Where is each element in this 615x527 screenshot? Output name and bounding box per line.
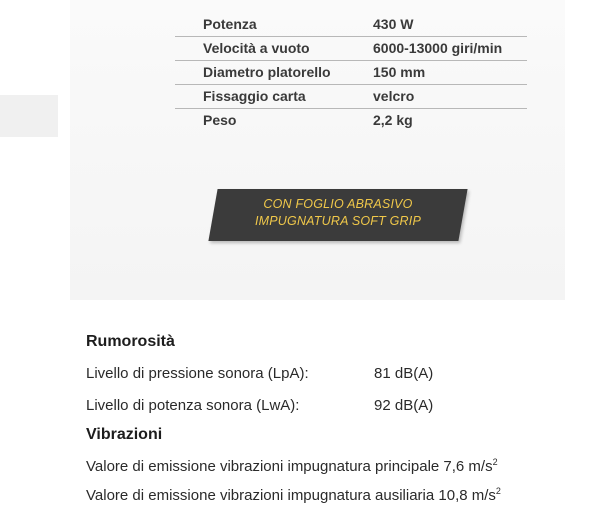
noise-value: 92 dB(A) xyxy=(374,397,434,414)
banner-line: IMPUGNATURA SOFT GRIP xyxy=(254,214,421,228)
noise-label: Livello di pressione sonora (LpA): xyxy=(86,365,309,382)
spec-row xyxy=(175,36,527,60)
noise-heading: Rumorosità xyxy=(86,333,175,350)
vibration-row xyxy=(86,486,501,504)
spec-value: 2,2 kg xyxy=(373,112,413,129)
vibration-row xyxy=(86,457,498,475)
spec-table xyxy=(175,12,527,132)
spec-row xyxy=(175,108,527,132)
banner-line: CON FOGLIO ABRASIVO xyxy=(263,197,413,211)
noise-row xyxy=(86,365,434,382)
spec-value: 6000-13000 giri/min xyxy=(373,40,503,56)
spec-value: velcro xyxy=(373,88,415,104)
spec-row xyxy=(175,84,527,108)
noise-row xyxy=(86,397,434,414)
noise-value: 81 dB(A) xyxy=(374,365,434,382)
spec-label: Diametro platorello xyxy=(203,64,331,80)
spec-value: 150 mm xyxy=(373,64,426,80)
vibration-text: Valore di emissione vibrazioni impugnatura principale 7,6 m/s xyxy=(86,458,493,475)
background-fragment xyxy=(0,95,58,137)
spec-row xyxy=(175,12,527,36)
noise-label: Livello di potenza sonora (LwA): xyxy=(86,397,300,414)
spec-label: Velocità a vuoto xyxy=(203,40,310,56)
exponent: 2 xyxy=(495,486,501,496)
vibration-text: Valore di emissione vibrazioni impugnatura ausiliaria 10,8 m/s xyxy=(86,487,496,504)
spec-label: Peso xyxy=(203,112,237,129)
vibration-heading: Vibrazioni xyxy=(86,426,163,443)
spec-label: Potenza xyxy=(203,15,257,32)
spec-value: 430 W xyxy=(373,15,414,32)
spec-label: Fissaggio carta xyxy=(203,88,306,104)
spec-row xyxy=(175,60,527,84)
exponent: 2 xyxy=(492,457,498,467)
feature-banner-text xyxy=(213,196,463,230)
